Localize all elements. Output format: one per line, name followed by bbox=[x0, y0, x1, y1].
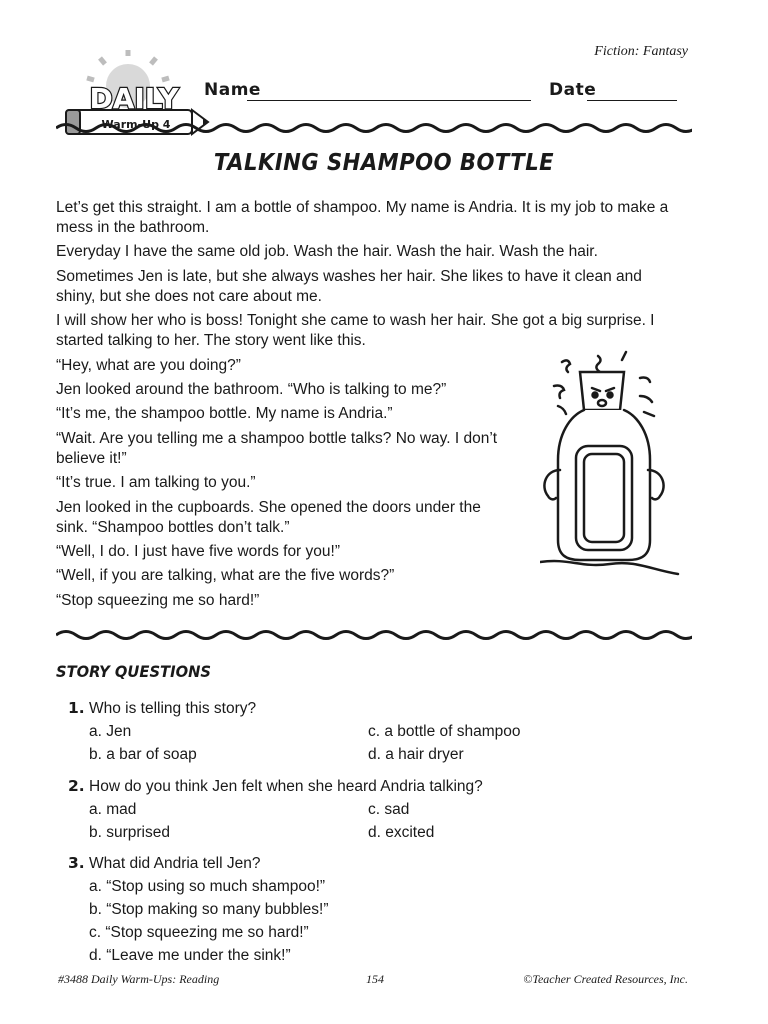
story-title: TALKING SHAMPOO BOTTLE bbox=[213, 150, 555, 176]
question-number: 1. bbox=[68, 699, 85, 717]
story-paragraph: Jen looked in the cupboards. She opened the doors under the sink. “Shampoo bottles don’t talk.” bbox=[56, 498, 481, 536]
answer-option[interactable]: a. mad bbox=[89, 801, 137, 818]
logo-word: DAILY bbox=[89, 82, 179, 115]
story-paragraph: “Well, if you are talking, what are the five words?” bbox=[56, 567, 395, 585]
story-paragraph: “Wait. Are you telling me a shampoo bottle talks? No way. I don’t believe it!” bbox=[56, 429, 498, 467]
answer-option[interactable]: d. “Leave me under the sink!” bbox=[89, 947, 291, 964]
shampoo-bottle-illustration bbox=[540, 350, 680, 580]
story-paragraph: “It’s true. I am talking to you.” bbox=[56, 474, 256, 492]
story-paragraph: Let’s get this straight. I am a bottle of shampoo. My name is Andria. It is my job to make a mess in the bathroom. bbox=[56, 199, 669, 236]
answer-option[interactable]: d. excited bbox=[368, 824, 435, 841]
question-3 bbox=[68, 852, 688, 967]
header-wave-divider bbox=[56, 118, 692, 138]
answer-option[interactable]: a. Jen bbox=[89, 723, 132, 740]
story-paragraph: “It’s me, the shampoo bottle. My name is Andria.” bbox=[56, 405, 393, 423]
answer-option[interactable]: a. “Stop using so much shampoo!” bbox=[89, 878, 326, 895]
story-paragraph: “Hey, what are you doing?” bbox=[56, 356, 241, 374]
story-paragraph: Sometimes Jen is late, but she always washes her hair. She likes to have it clean and shiny, but she does not care about me. bbox=[56, 267, 642, 305]
footer-publisher: ©Teacher Created Resources, Inc. bbox=[523, 972, 688, 986]
story-paragraph: Jen looked around the bathroom. “Who is talking to me?” bbox=[56, 380, 447, 398]
story-paragraph: “Well, I do. I just have five words for you!” bbox=[56, 542, 340, 560]
question-text: What did Andria tell Jen? bbox=[89, 855, 261, 872]
answer-option[interactable]: c. sad bbox=[368, 801, 410, 818]
genre-label: Fiction: Fantasy bbox=[594, 44, 688, 59]
questions-heading: STORY QUESTIONS bbox=[56, 662, 212, 681]
name-blank-line[interactable] bbox=[247, 100, 531, 101]
section-wave-divider bbox=[56, 625, 692, 645]
story-paragraph: Everyday I have the same old job. Wash the hair. Wash the hair. Wash the hair. bbox=[56, 243, 598, 261]
answer-option[interactable]: d. a hair dryer bbox=[368, 746, 464, 763]
answer-option[interactable]: c. a bottle of shampoo bbox=[368, 723, 521, 740]
answer-option[interactable]: c. “Stop squeezing me so hard!” bbox=[89, 924, 309, 941]
question-number: 3. bbox=[68, 854, 85, 872]
answer-option[interactable]: b. surprised bbox=[89, 824, 170, 841]
question-2 bbox=[68, 775, 688, 855]
question-text: Who is telling this story? bbox=[89, 700, 257, 717]
footer-page-number: 154 bbox=[366, 972, 384, 986]
question-text: How do you think Jen felt when she heard Andria talking? bbox=[89, 778, 483, 795]
answer-option[interactable]: b. a bar of soap bbox=[89, 746, 197, 763]
logo-subtitle: Warm-Up 4 bbox=[101, 118, 171, 131]
story-paragraph: “Stop squeezing me so hard!” bbox=[56, 591, 260, 609]
question-number: 2. bbox=[68, 777, 85, 795]
story-paragraph: I will show her who is boss! Tonight she came to wash her hair. She got a big surprise. I started talking to her. The story went like this. bbox=[56, 312, 655, 350]
answer-option[interactable]: b. “Stop making so many bubbles!” bbox=[89, 901, 329, 918]
footer-book-title: #3488 Daily Warm-Ups: Reading bbox=[58, 972, 220, 986]
name-label: Name bbox=[204, 80, 261, 100]
date-blank-line[interactable] bbox=[587, 100, 677, 101]
question-1 bbox=[68, 697, 688, 777]
date-label: Date bbox=[549, 80, 597, 100]
